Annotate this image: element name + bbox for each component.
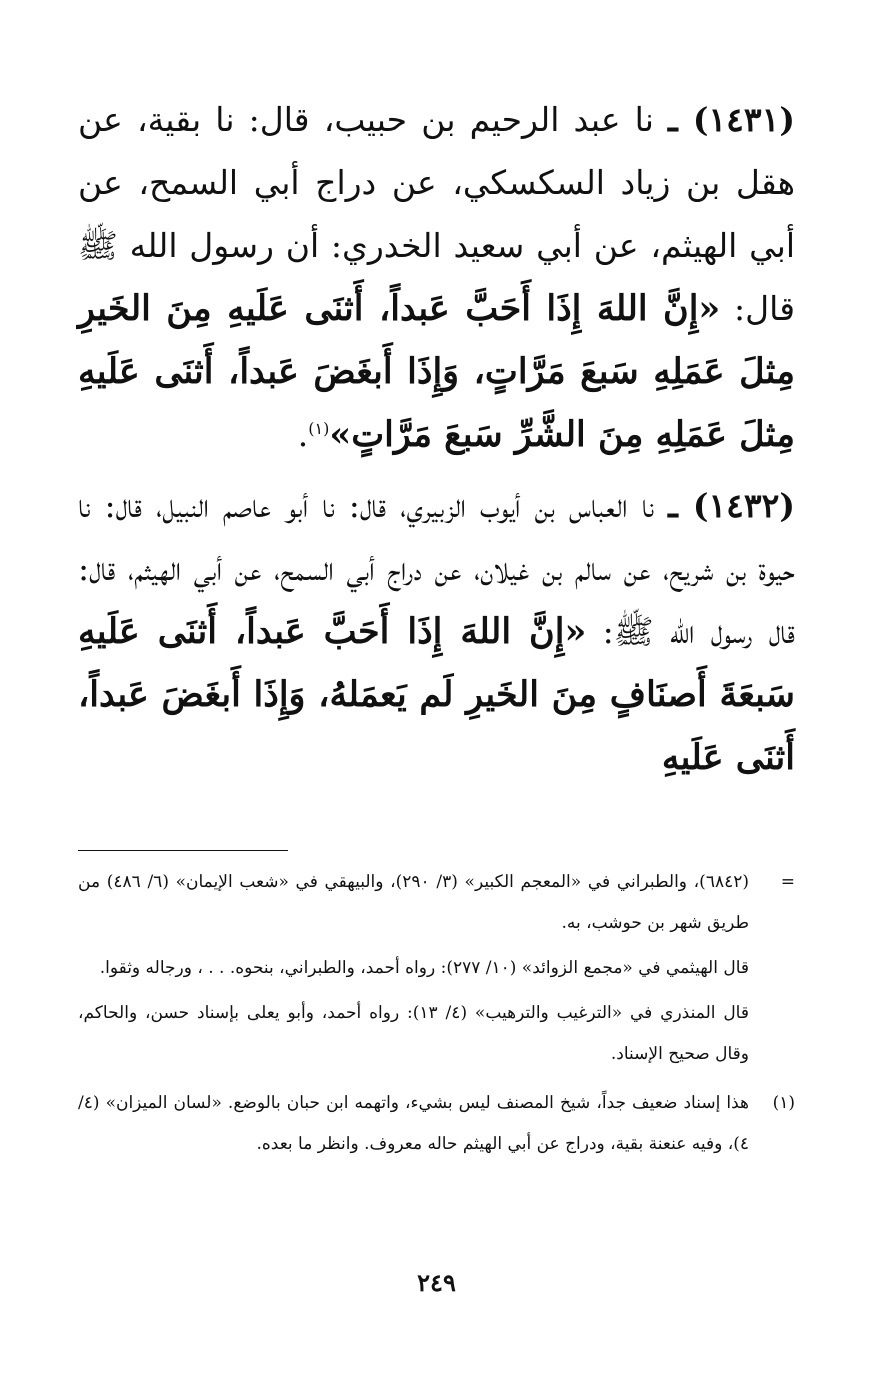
footnote-body (78, 862, 749, 1079)
hadith-chain: نا عبد الرحيم بن حبيب، قال: نا بقية، عن هقل بن زياد السكسكي، عن دراج أبي السمح، عن أبي الهيثم، عن أبي سعيد الخدري: أن رسول الله ﷺ قال: (78, 100, 795, 328)
footnote-paragraph: قال الهيثمي في «مجمع الزوائد» (١٠/ ٢٧٧): رواه أحمد، والطبراني، بنحوه. . . ، ورجاله وثقوا. (99, 958, 749, 978)
footnote-paragraph: قال المنذري في «الترغيب والترهيب» (٤/ ١٣): رواه أحمد، وأبو يعلى بإسناد حسن، والحاكم، وقال صحيح الإسناد. (78, 1003, 749, 1064)
footnote-1 (78, 1083, 795, 1169)
footnote-mark: = (780, 872, 795, 892)
footnote-mark: (١) (772, 1093, 795, 1113)
hadith-1431 (78, 88, 795, 466)
hadith-1432 (78, 474, 795, 789)
hadith-text: «إِنَّ اللهَ إِذَا أَحَبَّ عَبداً، أَثنَى عَلَيهِ سَبعَةَ أَصنَافٍ مِنَ الخَيرِ لَم يَعمَلهُ، وَإِذَا أَبغَضَ عَبداً، أَثنَى عَلَيهِ (78, 611, 795, 778)
hadith-number: (١٤٣٢) ـ (668, 486, 795, 525)
hadith-number: (١٤٣١) ـ (668, 100, 795, 139)
sentence-end: . (297, 415, 309, 454)
footnote-continued (78, 862, 795, 1079)
footnotes-section (78, 862, 795, 1173)
hadith-chain: نا العباس بن أيوب الزبيري، قال: نا أبو عاصم النبيل، قال: نا حيوة بن شريح، عن سالم بن غيلان، عن دراج أبي السمح، عن أبي الهيثم، قال: قال رسول الله ﷺ: (78, 486, 796, 651)
footnote-divider (78, 850, 288, 851)
footnote-body (78, 1083, 749, 1169)
footnote-paragraph: (٦٨٤٢)، والطبراني في «المعجم الكبير» (٣/ ٢٩٠)، والبيهقي في «شعب الإيمان» (٦/ ٤٨٦) من طريق شهر بن حوشب، به. (78, 872, 749, 933)
book-page (78, 88, 795, 1392)
page-number: ٢٤٩ (417, 1268, 456, 1297)
footnote-paragraph: هذا إسناد ضعيف جداً، شيخ المصنف ليس بشيء، واتهمه ابن حبان بالوضع. «لسان الميزان» (٤/ ٤)، وفيه عنعنة بقية، ودراج عن أبي الهيثم حاله معروف. وانظر ما بعده. (78, 1093, 749, 1154)
footnote-reference[interactable]: (١) (308, 419, 330, 438)
hadith-text: «إِنَّ اللهَ إِذَا أَحَبَّ عَبداً، أَثنَى عَلَيهِ مِنَ الخَيرِ مِثلَ عَمَلِهِ سَبعَ مَرَّاتٍ، وَإِذَا أَبغَضَ عَبداً، أَثنَى عَلَيهِ مِثلَ عَمَلِهِ مِنَ الشَّرِّ سَبعَ مَرَّاتٍ» (78, 288, 795, 455)
